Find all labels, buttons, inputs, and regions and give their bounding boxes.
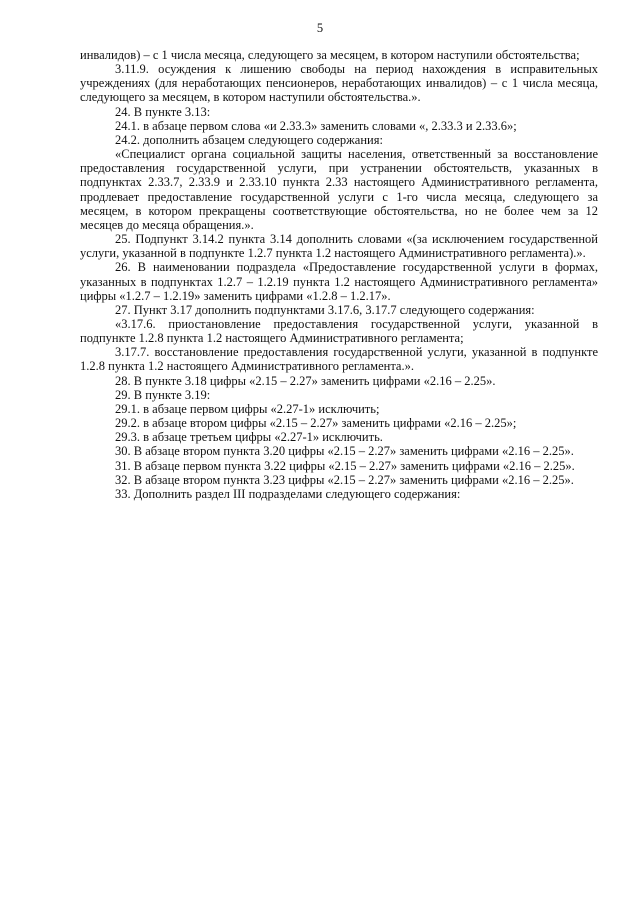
paragraph: 30. В абзаце втором пункта 3.20 цифры «2.15 – 2.27» заменить цифрами «2.16 – 2.25». (115, 444, 574, 459)
paragraph: 31. В абзаце первом пункта 3.22 цифры «2.15 – 2.27» заменить цифрами «2.16 – 2.25». (115, 458, 575, 473)
document-body (80, 48, 598, 501)
paragraph: 3.17.7. восстановление предоставления государственной услуги, указанной в подпункте 1.2.8 пункта 1.2 настоящего Административного регламента.». (80, 345, 598, 374)
paragraph: 29. В пункте 3.19: (115, 387, 211, 402)
paragraph: 24.2. дополнить абзацем следующего содержания: (115, 132, 383, 147)
paragraph: 24. В пункте 3.13: (115, 104, 211, 119)
paragraph: 3.11.9. осуждения к лишению свободы на период нахождения в исправительных учреждениях (для неработающих пенсионеров, неработающих инвалидов) – с 1 числа месяца, следующего за месяцем, в котором наступили обстоятельства.». (80, 62, 598, 105)
paragraph: «3.17.6. приостановление предоставления государственной услуги, указанной в подпункте 1.2.8 пункта 1.2 настоящего Административного регламента; (80, 316, 598, 346)
paragraph: 29.2. в абзаце втором цифры «2.15 – 2.27» заменить цифрами «2.16 – 2.25»; (115, 416, 517, 431)
paragraph: 28. В пункте 3.18 цифры «2.15 – 2.27» заменить цифрами «2.16 – 2.25». (115, 373, 496, 388)
paragraph: 29.3. в абзаце третьем цифры «2.27-1» исключить. (115, 430, 383, 445)
paragraph: 26. В наименовании подраздела «Предоставление государственной услуги в формах, указанных в подпунктах 1.2.7 – 1.2.19 пункта 1.2 настоящего Административного регламента» цифры «1.2.7 – 1.2.19» заменить цифрами «1.2.8 – 1.2.17». (80, 260, 598, 303)
paragraph: 24.1. в абзаце первом слова «и 2.33.3» заменить словами «, 2.33.3 и 2.33.6»; (115, 118, 517, 133)
paragraph: инвалидов) – с 1 числа месяца, следующего за месяцем, в котором наступили обстоятельства; (80, 48, 580, 62)
paragraph: 25. Подпункт 3.14.2 пункта 3.14 дополнить словами «(за исключением государственной услуги, указанной в подпункте 1.2.7 пункта 1.2 настоящего Административного регламента).». (80, 232, 598, 261)
paragraph: 29.1. в абзаце первом цифры «2.27-1» исключить; (115, 401, 380, 416)
paragraph: 27. Пункт 3.17 дополнить подпунктами 3.17.6, 3.17.7 следующего содержания: (115, 302, 535, 317)
page-number: 5 (316, 21, 324, 35)
paragraph: «Специалист органа социальной защиты населения, ответственный за восстановление предоставления государственной услуги, при устранении обстоятельств, указанных в подпунктах 2.33.7, 2.33.9 и 2.33.10 пункта 2.33 настоящего Административного регламента, продлевает предоставление государственной услуги с 1-го числа месяца, следующего за месяцем, в котором прекращены соответствующие обстоятельства, но не более чем за 12 месяцев до месяца обращения.». (80, 147, 598, 232)
paragraph: 33. Дополнить раздел III подразделами следующего содержания: (115, 486, 461, 501)
paragraph: 32. В абзаце втором пункта 3.23 цифры «2.15 – 2.27» заменить цифрами «2.16 – 2.25». (115, 472, 574, 487)
